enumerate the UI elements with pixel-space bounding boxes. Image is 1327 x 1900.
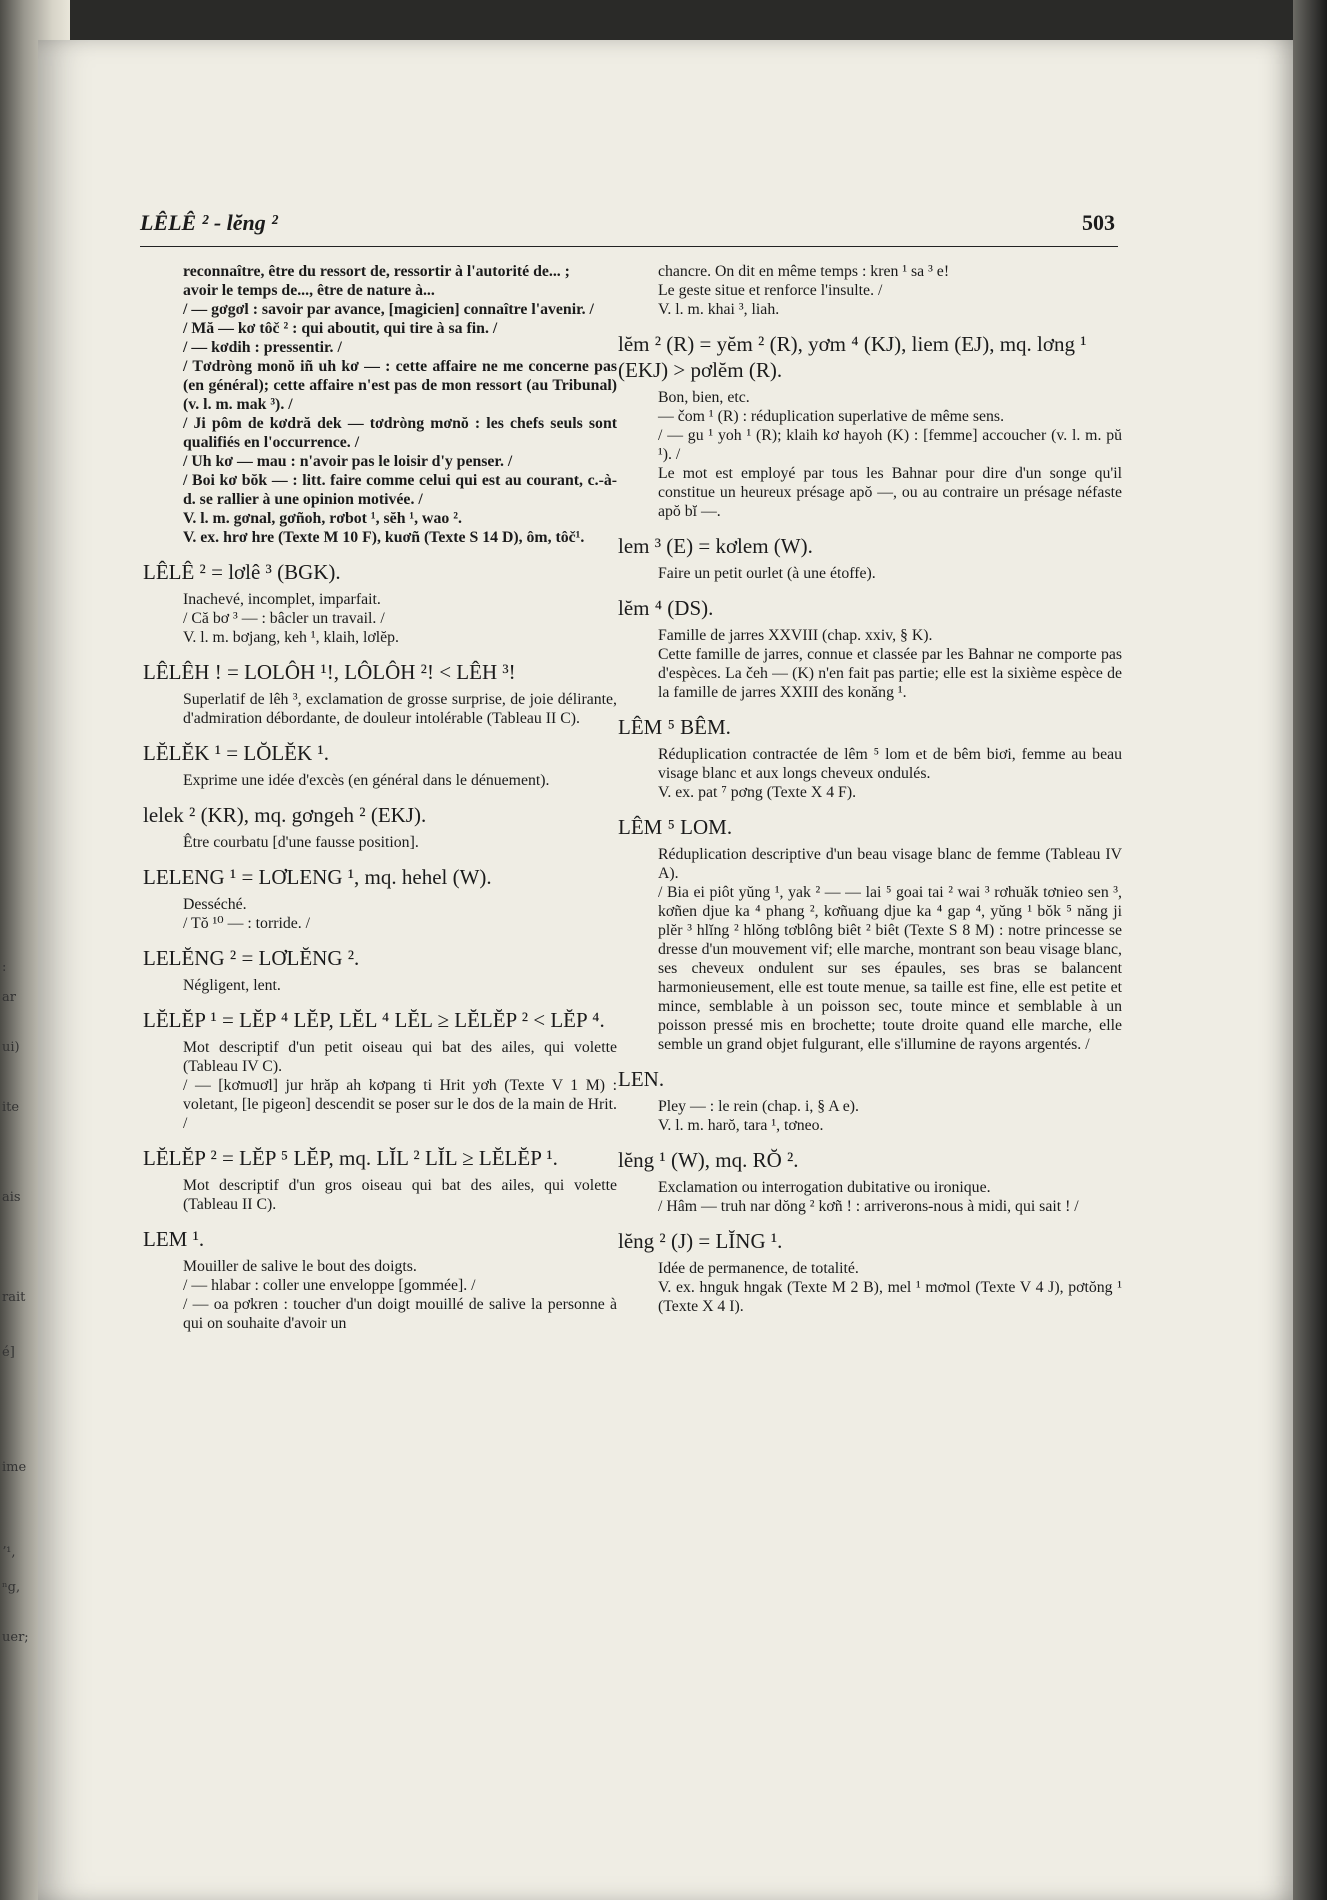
entry-line: / Uh kơ — mau : n'avoir pas le loisir d'y penser. / xyxy=(183,453,513,470)
running-header xyxy=(140,210,1115,236)
spine-mark: ais xyxy=(2,1190,21,1205)
entry-line: / Că bơ ³ — : bâcler un travail. / xyxy=(183,610,385,627)
entry-line: / — gơgơl : savoir par avance, [magicien] connaître l'avenir. / xyxy=(183,301,594,318)
entry-line: Le mot est employé par tous les Bahnar pour dire d'un songe qu'il constitue un heureux présage apŏ —, ou au contraire un présage néfaste apŏ bĭ —. xyxy=(658,465,1122,520)
dictionary-entry xyxy=(143,1226,617,1333)
entry-headword: LĔLĔK ¹ = LŎLĔK ¹. xyxy=(143,741,329,765)
entry-line: reconnaître, être du ressort de, ressortir à l'autorité de... ; xyxy=(183,263,570,280)
entry-line: V. ex. hrơ hre (Texte M 10 F), kuơñ (Texte S 14 D), ôm, tôč¹. xyxy=(183,529,585,546)
continued-entry xyxy=(183,262,617,547)
entry-line: — čom ¹ (R) : réduplication superlative de même sens. xyxy=(658,408,1005,425)
entry-line: Mot descriptif d'un gros oiseau qui bat des ailes, qui volette (Tableau II C). xyxy=(183,1177,617,1213)
entry-headword: LÊLÊ ² = lơlê ³ (BGK). xyxy=(143,560,341,584)
entry-line: Le geste situe et renforce l'insulte. / xyxy=(658,282,883,299)
entry-line: V. ex. pat ⁷ pơng (Texte X 4 F). xyxy=(658,784,857,801)
entry-headword: LEN. xyxy=(618,1067,665,1091)
entry-line: Superlatif de lêh ³, exclamation de grosse surprise, de joie délirante, d'admiration débordante, de douleur intolérable (Tableau II C). xyxy=(183,691,617,727)
entry-headword: LÊLÊH ! = LOLÔH ¹!, LÔLÔH ²! < LÊH ³! xyxy=(143,660,516,684)
spine-mark: ime xyxy=(2,1460,27,1475)
entry-line: Bon, bien, etc. xyxy=(658,389,750,406)
dictionary-entry xyxy=(618,331,1122,521)
spine-mark: ui) xyxy=(2,1040,20,1055)
dictionary-entry xyxy=(618,814,1122,1054)
entry-line: Réduplication descriptive d'un beau visage blanc de femme (Tableau IV A). xyxy=(658,846,1122,882)
entry-headword: LÊM ⁵ BÊM. xyxy=(618,715,731,739)
entry-headword: lĕng ² (J) = LĬNG ¹. xyxy=(618,1229,783,1253)
entry-line: Être courbatu [d'une fausse position]. xyxy=(183,834,419,851)
entry-line: Faire un petit ourlet (à une étoffe). xyxy=(658,565,876,582)
dictionary-entry xyxy=(618,714,1122,802)
entry-line: Négligent, lent. xyxy=(183,977,281,994)
entry-line: Réduplication contractée de lêm ⁵ lom et de bêm biơi, femme au beau visage blanc et aux longs cheveux ondulés. xyxy=(658,746,1122,782)
entry-line: / Tơdròng monŏ iñ uh kơ — : cette affaire ne me concerne pas (en général); cette affaire n'est pas de mon ressort (au Tribunal) (v. l. m. mak ³). / xyxy=(183,358,617,413)
entry-line: avoir le temps de..., être de nature à... xyxy=(183,282,435,299)
entry-line: V. l. m. khai ³, liah. xyxy=(658,301,780,318)
spine-mark: ite xyxy=(2,1100,20,1115)
spine-mark: é] xyxy=(2,1345,15,1360)
entry-line: Mouiller de salive le bout des doigts. xyxy=(183,1258,417,1275)
entry-line: / — kơdih : pressentir. / xyxy=(183,339,342,356)
entry-line: V. l. m. bơjang, keh ¹, klaih, lơlĕp. xyxy=(183,629,399,646)
dictionary-entry xyxy=(143,945,617,995)
entry-line: V. l. m. harŏ, tara ¹, tơneo. xyxy=(658,1117,824,1134)
dictionary-entry xyxy=(143,740,617,790)
entry-headword: LĔLĔP ¹ = LĔP ⁴ LĔP, LĔL ⁴ LĔL ≥ LĔLĔP ² < LĔP ⁴. xyxy=(143,1008,605,1032)
entry-headword: LELĔNG ² = LƠLĔNG ². xyxy=(143,946,360,970)
spine-mark: ʼ¹, xyxy=(2,1545,16,1560)
dictionary-entry xyxy=(143,1145,617,1214)
entry-line: chancre. On dit en même temps : kren ¹ sa ³ e! xyxy=(658,263,950,280)
entry-headword: lĕm ² (R) = yĕm ² (R), yơm ⁴ (KJ), liem (EJ), mq. lơng ¹ (EKJ) > pơlĕm (R). xyxy=(618,332,1087,382)
entry-line: / Mă — kơ tôč ² : qui aboutit, qui tire à sa fin. / xyxy=(183,320,498,337)
entry-headword: LĔLĔP ² = LĔP ⁵ LĔP, mq. LĬL ² LĬL ≥ LĔLĔP ¹. xyxy=(143,1146,558,1170)
entry-line: Famille de jarres XXVIII (chap. xxiv, § K). xyxy=(658,627,933,644)
entry-line: / Tŏ ¹⁰ — : torride. / xyxy=(183,915,311,932)
header-headwords: LÊLÊ ² - lĕng ² xyxy=(140,210,278,235)
entry-headword: LÊM ⁵ LOM. xyxy=(618,815,733,839)
dictionary-entry xyxy=(618,533,1122,583)
dictionary-entry xyxy=(143,1007,617,1133)
dictionary-entry xyxy=(618,595,1122,702)
entry-line: Mot descriptif d'un petit oiseau qui bat des ailes, qui volette (Tableau IV C). xyxy=(183,1039,617,1075)
spine-mark: rait xyxy=(2,1290,26,1305)
entry-line: / Ji pôm de kơdră dek — tơdròng mơnŏ : les chefs seuls sont qualifiés en l'occurrence. / xyxy=(183,415,617,451)
entry-headword: lĕng ¹ (W), mq. RŎ ². xyxy=(618,1148,799,1172)
entry-headword: LEM ¹. xyxy=(143,1227,205,1251)
spine-mark: uer; xyxy=(2,1630,29,1645)
dictionary-entry xyxy=(618,1147,1122,1216)
entry-line: Cette famille de jarres, connue et classée par les Bahnar ne comporte pas d'espèces. La čeh — (K) n'en fait pas partie; elle est la sixième espèce de la famille de jarres XXIII des konăng ¹. xyxy=(658,646,1122,701)
dictionary-entry xyxy=(618,1066,1122,1135)
entry-headword: LELENG ¹ = LƠLENG ¹, mq. hehel (W). xyxy=(143,865,492,889)
spine-mark: ar xyxy=(2,990,16,1005)
entry-line: / — [kơmuơl] jur hrăp ah kơpang ti Hrit yơh (Texte V 1 M) : voletant, [le pigeon] descendit se poser sur le dos de la main de Hrit. / xyxy=(183,1077,617,1132)
entry-line: V. ex. hnguk hngak (Texte M 2 B), mel ¹ mơmol (Texte V 4 J), pơtŏng ¹ (Texte X 4 I). xyxy=(658,1279,1122,1315)
dictionary-entry xyxy=(143,864,617,933)
left-column xyxy=(143,262,617,1333)
page-right-edge-shadow xyxy=(1293,0,1327,1900)
entry-headword: lĕm ⁴ (DS). xyxy=(618,596,714,620)
dictionary-entry xyxy=(143,559,617,647)
entry-line: Pley — : le rein (chap. i, § A e). xyxy=(658,1098,859,1115)
entry-line: / Hâm — truh nar dŏng ² kơñ ! : arriverons-nous à midi, qui sait ! / xyxy=(658,1198,1079,1215)
dictionary-entry xyxy=(143,659,617,728)
entry-line: / Boi kơ bŏk — : litt. faire comme celui qui est au courant, c.-à-d. se rallier à une opinion motivée. / xyxy=(183,472,617,508)
entry-line: / Bia ei piôt yŭng ¹, yak ² — — lai ⁵ goai tai ² wai ³ rơhuăk tơnieo sen ³, kơñen djue ka ⁴ phang ², kơñuang djue ka ⁴ gap ⁴, yŭng ¹ bŏk ⁵ năng ji plĕr ³ hlĭng ² hlŏng tơblông biêt ² biêt (Texte S 8 M) : notre princesse se dresse d'un mouvement vif; elle marche, montrant son beau visage blanc, ses cheveux ondulent sur ses épaules, ses bras se balancent harmonieusement, elle est toute menue, sa taille est fine, elle est petite et mince, semblable à un poisson sec, toute mince et semblable à un poisson pressé mis en brochette; toute droite quand elle marche, elle semble un grand objet fulgurant, elle s'illumine de rayons argentés. / xyxy=(658,884,1122,1053)
entry-line: / — oa pơkren : toucher d'un doigt mouillé de salive la personne à qui on souhaite d'avoir un xyxy=(183,1296,617,1332)
right-column xyxy=(618,262,1122,1316)
continued-entry xyxy=(658,262,1122,319)
spine-mark: ⁿg, xyxy=(2,1580,21,1595)
entry-line: V. l. m. gơnal, gơñoh, rơbot ¹, sĕh ¹, wao ². xyxy=(183,510,462,527)
spine-mark: : xyxy=(2,960,7,975)
dictionary-entry xyxy=(143,802,617,852)
entry-line: / — hlabar : coller une enveloppe [gommée]. / xyxy=(183,1277,476,1294)
entry-headword: lem ³ (E) = kơlem (W). xyxy=(618,534,813,558)
entry-line: / — gu ¹ yoh ¹ (R); klaih kơ hayoh (K) : [femme] accoucher (v. l. m. pŭ ¹). / xyxy=(658,427,1122,463)
entry-line: Inachevé, incomplet, imparfait. xyxy=(183,591,381,608)
entry-line: Exclamation ou interrogation dubitative ou ironique. xyxy=(658,1179,991,1196)
header-rule xyxy=(140,246,1118,247)
entry-line: Desséché. xyxy=(183,896,247,913)
entry-line: Idée de permanence, de totalité. xyxy=(658,1260,859,1277)
dictionary-entry xyxy=(618,1228,1122,1316)
entry-headword: lelek ² (KR), mq. gơngeh ² (EKJ). xyxy=(143,803,427,827)
page-number: 503 xyxy=(1082,210,1115,235)
entry-line: Exprime une idée d'excès (en général dans le dénuement). xyxy=(183,772,550,789)
